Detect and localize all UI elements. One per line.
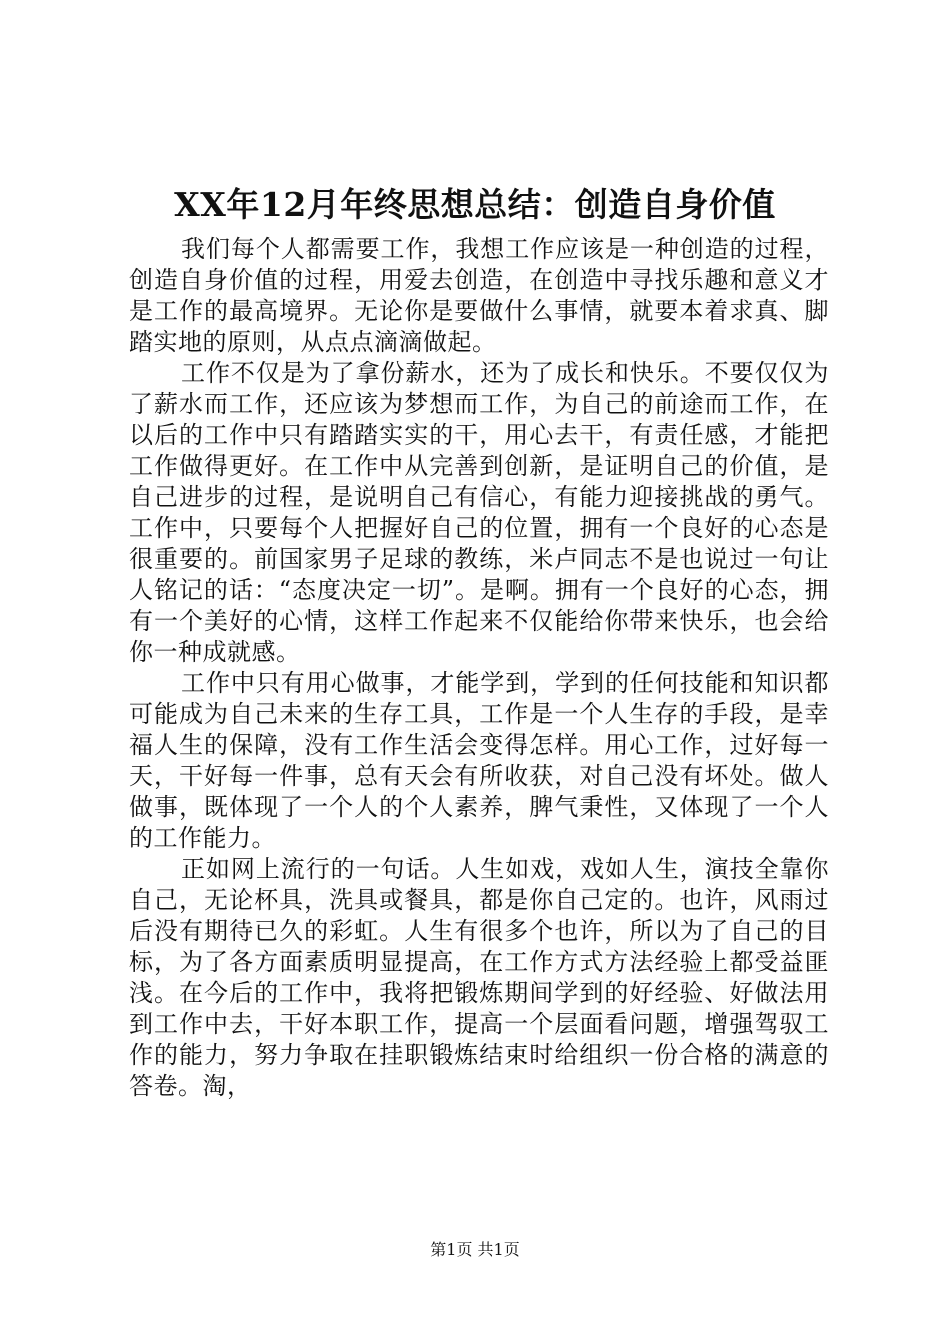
body-paragraph-3: 工作中只有用心做事，才能学到，学到的任何技能和知识都可能成为自己未来的生存工具，工作是一个人生存的手段，是幸福人生的保障，没有工作生活会变得怎样。用心工作，过好每一天，干好每一件事，总有天会有所收获，对自己没有坏处。做人做事，既体现了一个人的个人素养，脾气秉性，又体现了一个人的工作能力。: [129, 669, 829, 852]
body-paragraph-4: 正如网上流行的一句话。人生如戏，戏如人生，演技全靠你自己，无论杯具，洗具或餐具，都是你自己定的。也许，风雨过后没有期待已久的彩虹。人生有很多个也许，所以为了自己的目标，为了各方面素质明显提高，在工作方式方法经验上都受益匪浅。在今后的工作中，我将把锻炼期间学到的好经验、好做法用到工作中去，干好本职工作，提高一个层面看问题，增强驾驭工作的能力，努力争取在挂职锻炼结束时给组织一份合格的满意的答卷。淘，: [129, 855, 829, 1100]
body-paragraph-1: 我们每个人都需要工作，我想工作应该是一种创造的过程，创造自身价值的过程，用爱去创造，在创造中寻找乐趣和意义才是工作的最高境界。无论你是要做什么事情，就要本着求真、脚踏实地的原则，从点点滴滴做起。: [129, 235, 829, 356]
page-footer: 第1页 共1页: [430, 1240, 520, 1259]
body-paragraph-2: 工作不仅是为了拿份薪水，还为了成长和快乐。不要仅仅为了薪水而工作，还应该为梦想而工作，为自己的前途而工作，在以后的工作中只有踏踏实实的干，用心去干，有责任感，才能把工作做得更好。在工作中从完善到创新，是证明自己的价值，是自己进步的过程，是说明自己有信心，有能力迎接挑战的勇气。工作中，只要每个人把握好自己的位置，拥有一个良好的心态是很重要的。前国家男子足球的教练，米卢同志不是也说过一句让人铭记的话：“态度决定一切”。是啊。拥有一个良好的心态，拥有一个美好的心情，这样工作起来不仅能给你带来快乐，也会给你一种成就感。: [129, 359, 829, 666]
document-body: [129, 234, 829, 1102]
document-title: XX年12月年终思想总结：创造自身价值: [174, 185, 776, 224]
